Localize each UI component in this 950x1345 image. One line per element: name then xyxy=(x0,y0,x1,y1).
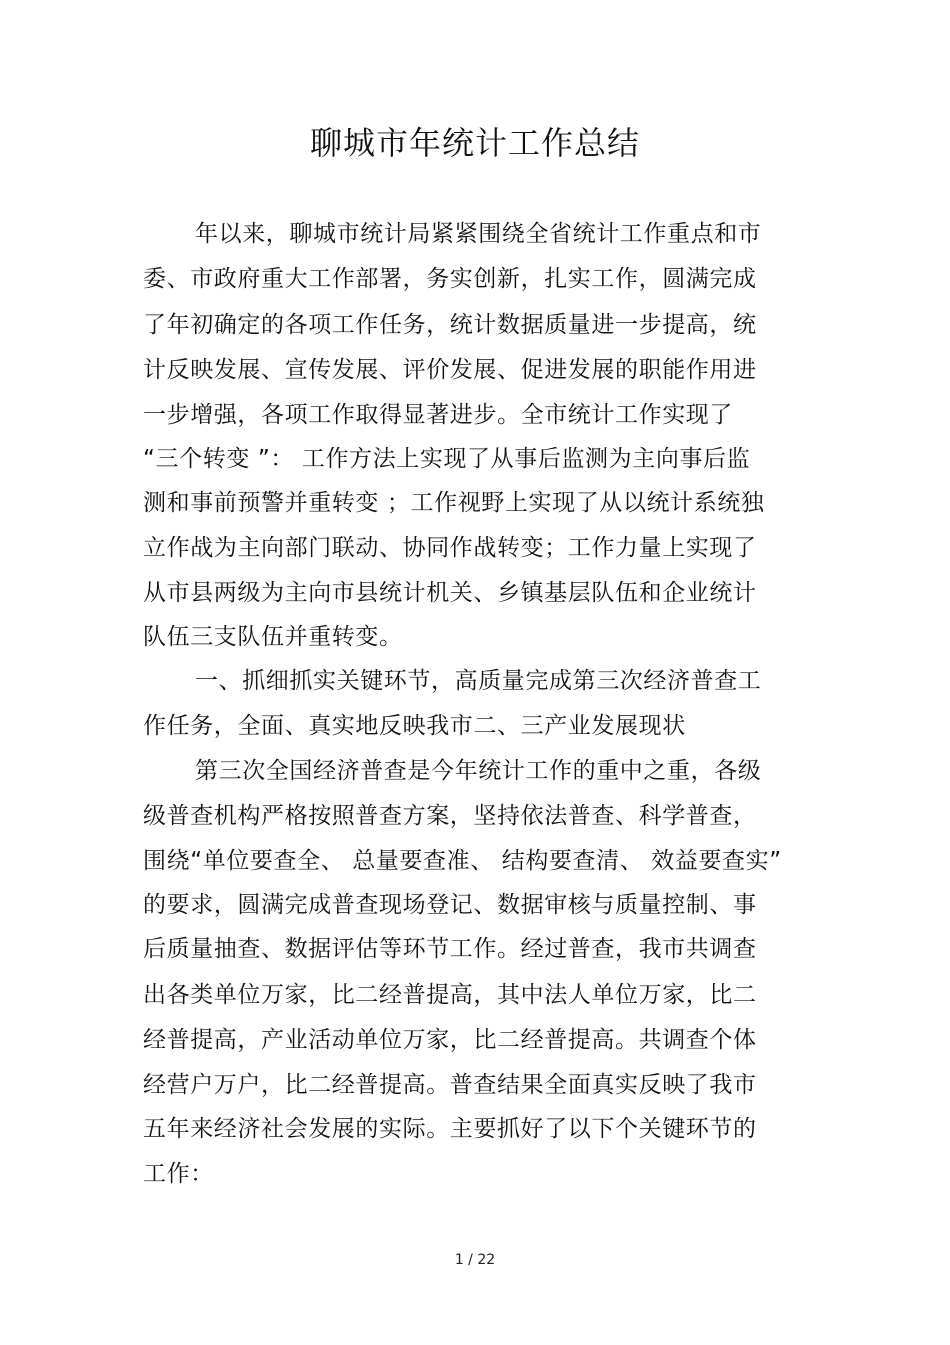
paragraph-1-line-6: “三个转变 ”： 工作方法上实现了从事后监测为主向事后监 xyxy=(143,446,751,472)
paragraph-3-line-10: 工作： xyxy=(143,1161,214,1187)
paragraph-1-line-2: 委、市政府重大工作部署，务实创新，扎实工作，圆满完成 xyxy=(143,266,757,292)
paragraph-1-line-10: 队伍三支队伍并重转变。 xyxy=(143,624,403,650)
document-title: 聊城市年统计工作总结 xyxy=(309,124,640,162)
paragraph-3-line-6: 出各类单位万家，比二经普提高，其中法人单位万家，比二 xyxy=(143,982,757,1008)
paragraph-1-line-1: 年以来，聊城市统计局紧紧围绕全省统计工作重点和市 xyxy=(195,221,762,247)
paragraph-1-line-9: 从市县两级为主向市县统计机关、乡镇基层队伍和企业统计 xyxy=(143,580,757,606)
section-heading-line-1: 一、抓细抓实关键环节，高质量完成第三次经济普查工 xyxy=(195,668,762,694)
paragraph-1-line-3: 了年初确定的各项工作任务，统计数据质量进一步提高，统 xyxy=(143,312,757,338)
paragraph-3-line-1: 第三次全国经济普查是今年统计工作的重中之重，各级 xyxy=(195,758,762,784)
paragraph-3-line-4: 的要求，圆满完成普查现场登记、数据审核与质量控制、事 xyxy=(143,892,757,918)
page-number: 1 / 22 xyxy=(454,1252,496,1268)
paragraph-3-line-9: 五年来经济社会发展的实际。主要抓好了以下个关键环节的 xyxy=(143,1116,757,1142)
paragraph-3-line-5: 后质量抽查、数据评估等环节工作。经过普查，我市共调查 xyxy=(143,936,757,962)
paragraph-1-line-7: 测和事前预警并重转变 ；工作视野上实现了从以统计系统独 xyxy=(143,490,765,516)
section-heading-line-2: 作任务，全面、真实地反映我市二、三产业发展现状 xyxy=(143,713,686,739)
paragraph-1-line-5: 一步增强，各项工作取得显著进步。全市统计工作实现了 xyxy=(143,402,733,428)
paragraph-3-line-7: 经普提高，产业活动单位万家，比二经普提高。共调查个体 xyxy=(143,1027,757,1053)
paragraph-3-line-2: 级普查机构严格按照普查方案，坚持依法普查、科学普查， xyxy=(143,803,757,829)
paragraph-3-line-8: 经营户万户，比二经普提高。普查结果全面真实反映了我市 xyxy=(143,1072,757,1098)
paragraph-1-line-4: 计反映发展、宣传发展、评价发展、促进发展的职能作用进 xyxy=(143,357,757,383)
paragraph-3-line-3: 围绕“单位要查全、 总量要查准、 结构要查清、 效益要查实” xyxy=(143,848,782,874)
paragraph-1-line-8: 立作战为主向部门联动、协同作战转变；工作力量上实现了 xyxy=(143,535,757,561)
